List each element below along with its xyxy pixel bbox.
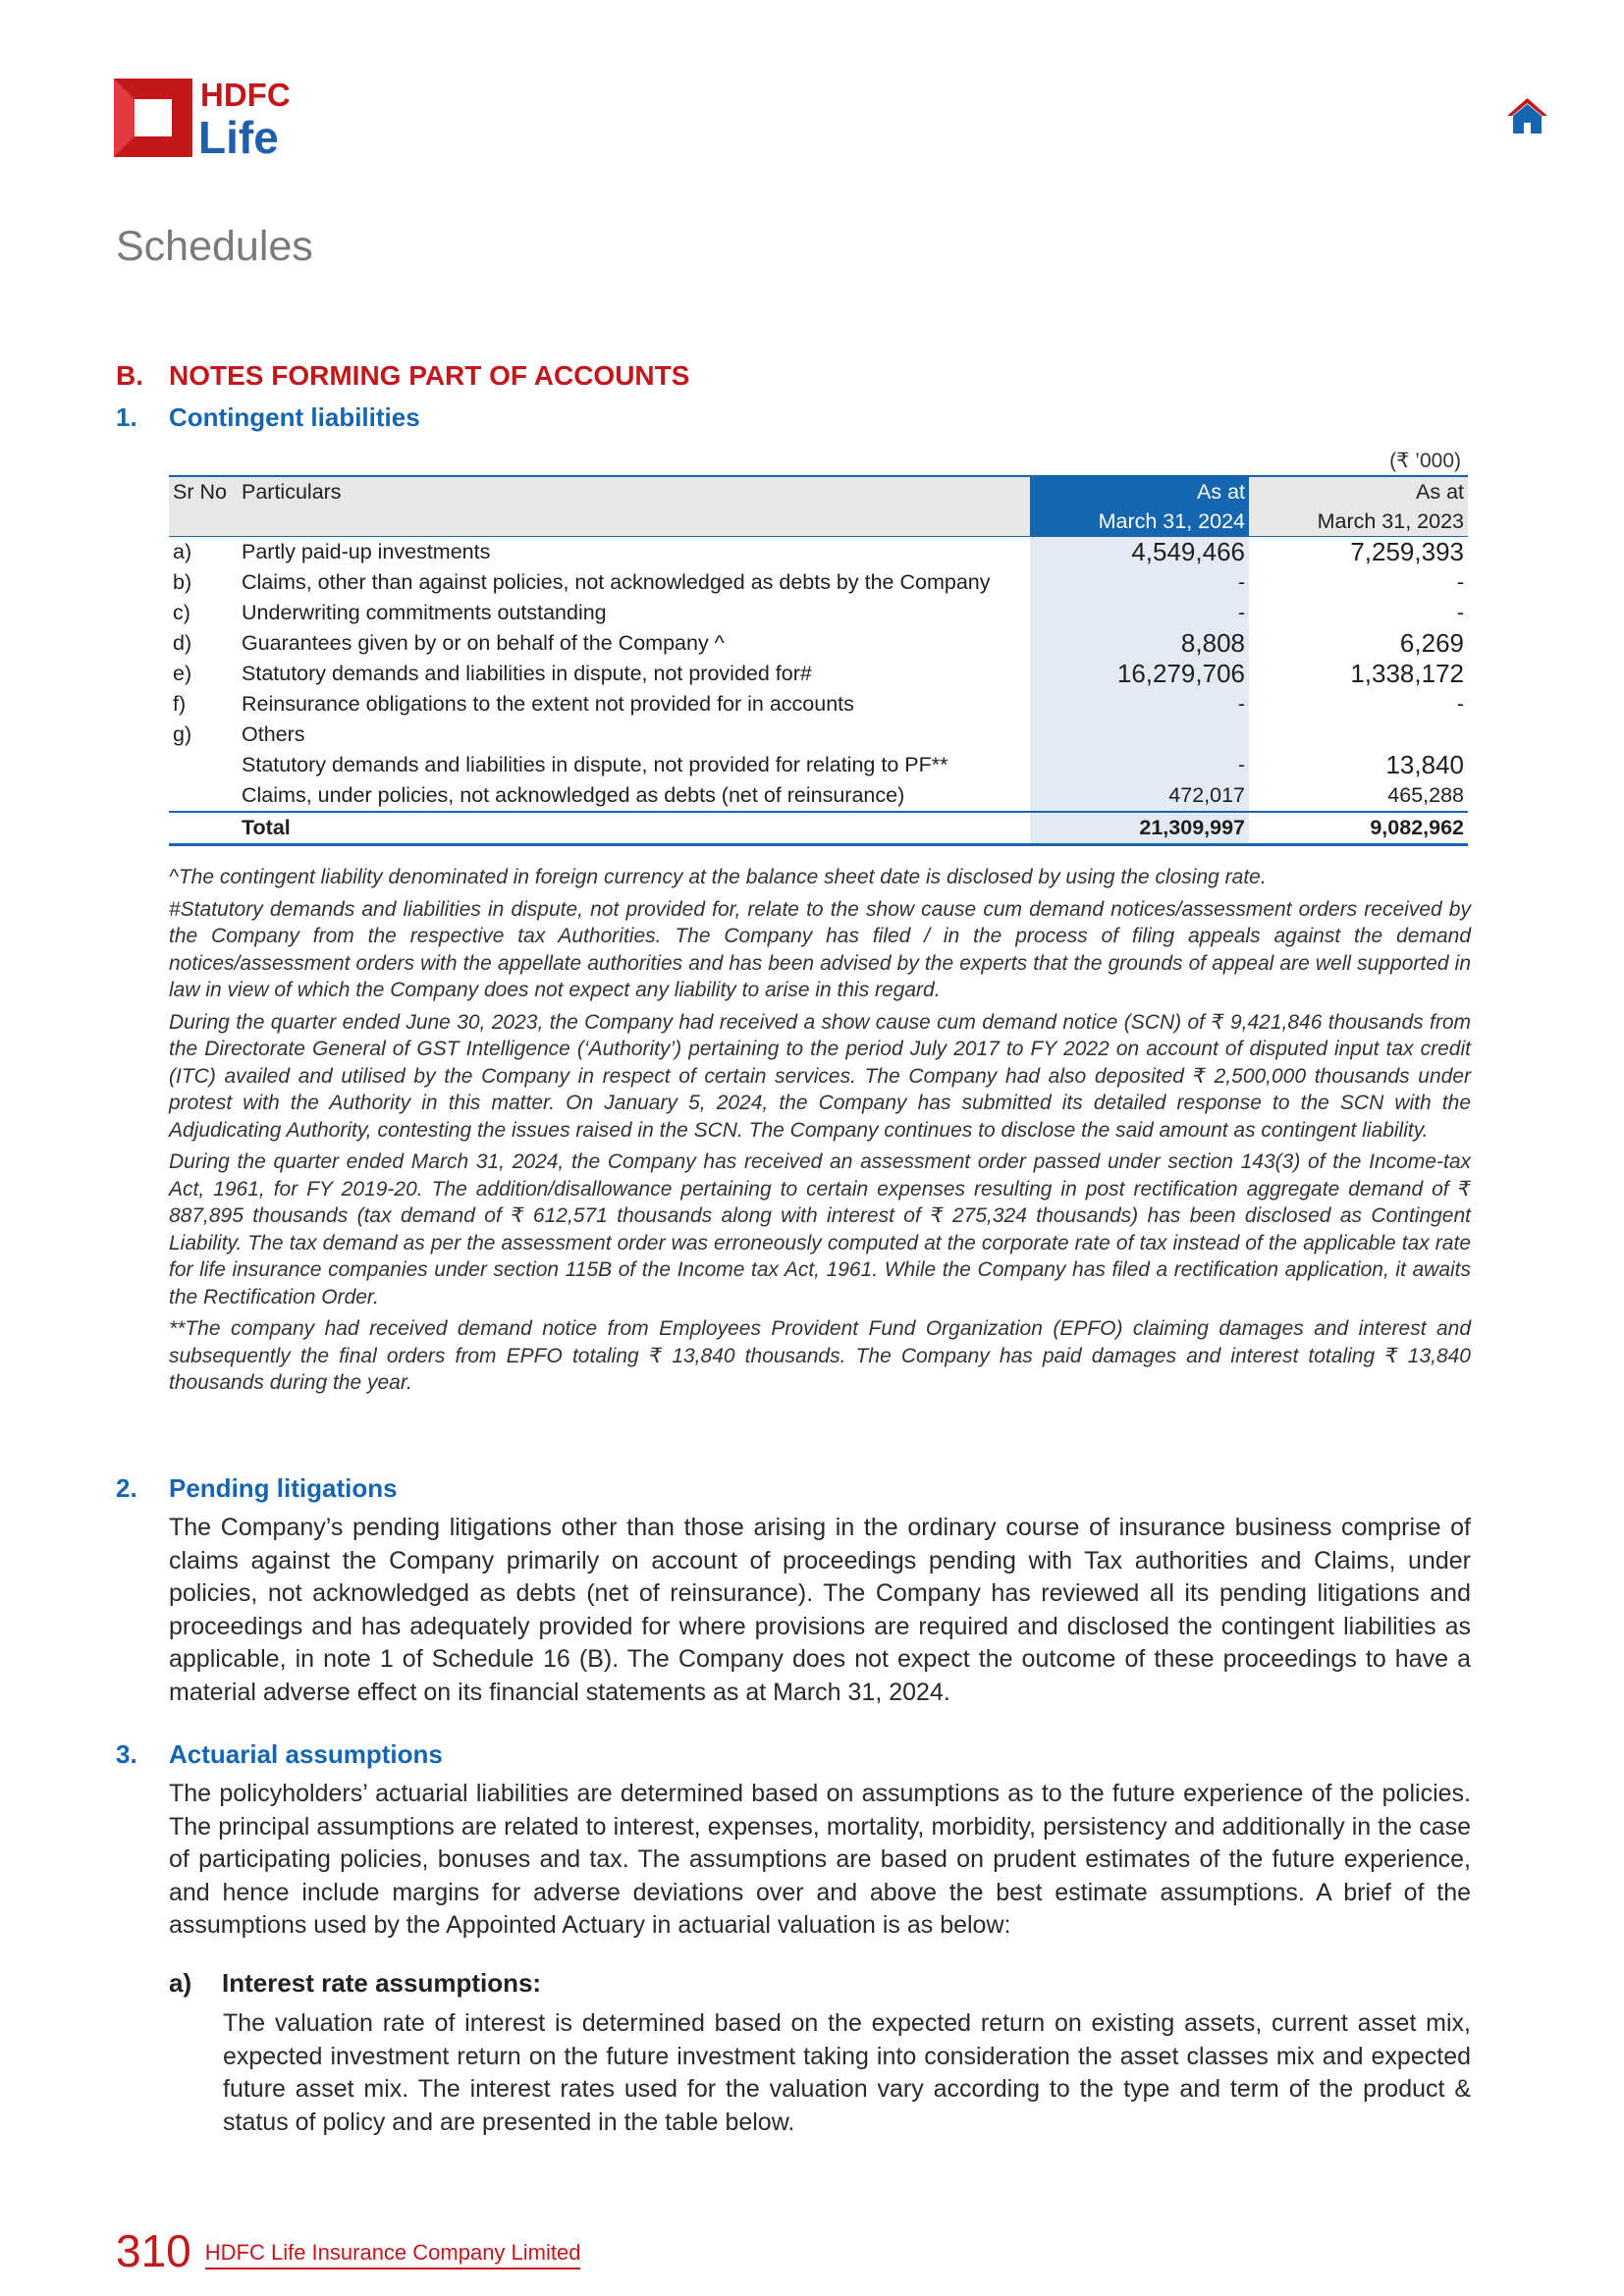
page-title: Schedules <box>116 223 313 270</box>
total-value-2023: 9,082,962 <box>1249 812 1468 845</box>
svg-text:Life: Life <box>198 112 279 159</box>
footnote-epfo: **The company had received demand notice from Employees Provident Fund Organization (EPFO) claiming damages and interest and subsequently the final orders from EPFO totaling ₹ 13,840 thousands. The Company has paid damages and interest totaling ₹ 13,840 thousands during the year. <box>169 1317 1471 1394</box>
header-particulars: Particulars <box>238 476 1030 537</box>
table-row <box>169 750 1468 780</box>
table-row <box>169 628 1468 659</box>
row-particular: Claims, under policies, not acknowledged as debts (net of reinsurance) <box>242 783 905 807</box>
table-header-row <box>169 476 1468 537</box>
header-2024-line1: As at <box>1197 480 1245 504</box>
row-sr: c) <box>173 601 190 624</box>
sub-title: Interest rate assumptions: <box>222 1968 542 1998</box>
hdfc-life-logo <box>114 77 306 159</box>
row-sr: e) <box>173 662 192 685</box>
note-number: 3. <box>116 1739 137 1769</box>
row-particular: Guarantees given by or on behalf of the Company ^ <box>242 631 725 655</box>
total-value-2024: 21,309,997 <box>1030 812 1249 845</box>
row-value-2024: - <box>1030 689 1249 720</box>
table-row <box>169 598 1468 628</box>
row-value-2024: - <box>1030 750 1249 780</box>
row-value-2023: 6,269 <box>1399 628 1464 658</box>
sub-number: a) <box>169 1968 192 1998</box>
header-2023-line2: March 31, 2023 <box>1317 509 1464 533</box>
table-footnotes <box>169 864 1471 1402</box>
footnote-statutory-demands: #Statutory demands and liabilities in dispute, not provided for, relate to the show cause cum demand notices/assessment orders received by the Company from the respective tax Authorities. The Company has filed / in the process of filing appeals against the demand notices/assessment orders with the appellate authorities and has been advised by the experts that the grounds of appeal are well supported in law in view of which the Company does not expect any liability to arise in this regard. <box>169 897 1471 1001</box>
note-title: Contingent liabilities <box>169 402 420 432</box>
header-sr-no: Sr No <box>169 476 238 537</box>
row-sr: a) <box>173 540 192 563</box>
row-sr <box>169 780 238 812</box>
row-particular: Claims, other than against policies, not acknowledged as debts by the Company <box>242 570 991 594</box>
footer-company-name: HDFC Life Insurance Company Limited <box>205 2240 581 2269</box>
row-value-2023: - <box>1456 692 1464 716</box>
home-icon[interactable] <box>1505 96 1549 135</box>
row-value-2023: - <box>1456 570 1464 594</box>
row-particular: Statutory demands and liabilities in dispute, not provided for# <box>242 662 812 685</box>
sub-heading-interest-rate <box>169 1968 541 1999</box>
currency-unit: (₹ ’000) <box>1389 450 1461 472</box>
note-2-heading <box>116 1473 398 1504</box>
row-value-2023 <box>1249 720 1468 750</box>
page-number: 310 <box>116 2225 191 2276</box>
table-row <box>169 689 1468 720</box>
note-3-body: The policyholders’ actuarial liabilities are determined based on assumptions as to the future experience of the policies. The principal assumptions are related to interest, expenses, mortality, morbidity, persistency and additionally in the case of participating policies, bonuses and tax. The assumptions are based on prudent estimates of the future experience, and hence include margins for adverse deviations over and above the best estimate assumptions. A brief of the assumptions used by the Appointed Actuary in actuarial valuation is as below: <box>169 1780 1471 1939</box>
footnote-income-tax: During the quarter ended March 31, 2024, the Company has received an assessment order passed under section 143(3) of the Income-tax Act, 1961, for FY 2019-20. The addition/disallowance pertaining to certain expenses resulting in post rectification aggregate demand of ₹ 887,895 thousands (tax demand of ₹ 612,571 thousands along with interest of ₹ 275,324 thousands) has been disclosed as Contingent Liability. The tax demand as per the assessment order was erroneously computed at the corporate rate of tax instead of the applicable tax rate for life insurance companies under section 115B of the Income tax Act, 1961. While the Company has filed a rectification application, it awaits the Rectification Order. <box>169 1150 1471 1308</box>
row-value-2024: - <box>1030 567 1249 598</box>
contingent-liabilities-table <box>169 475 1468 846</box>
table-row <box>169 659 1468 689</box>
total-label: Total <box>238 812 1030 845</box>
row-value-2024: 16,279,706 <box>1030 659 1249 689</box>
row-particular: Others <box>242 722 305 746</box>
row-value-2024: 8,808 <box>1030 628 1249 659</box>
row-sr <box>169 750 238 780</box>
row-value-2023: 465,288 <box>1387 783 1464 807</box>
interest-rate-body: The valuation rate of interest is determined based on the expected return on existing assets, current asset mix, expected investment return on the future investment taking into consideration the asset classes mix and expected future asset mix. The interest rates used for the valuation vary according to the type and term of the product & status of policy and are presented in the table below. <box>223 2009 1471 2136</box>
note-number: 2. <box>116 1473 137 1503</box>
row-sr: b) <box>173 570 192 594</box>
section-number: B. <box>116 360 143 391</box>
note-3-heading <box>116 1739 443 1770</box>
row-value-2023: - <box>1456 601 1464 624</box>
note-1-heading <box>116 402 420 433</box>
row-particular: Underwriting commitments outstanding <box>242 601 607 624</box>
page-footer <box>116 2225 581 2276</box>
section-heading <box>116 360 689 392</box>
row-particular: Reinsurance obligations to the extent not provided for in accounts <box>242 692 854 716</box>
note-title: Pending litigations <box>169 1473 398 1503</box>
row-sr: d) <box>173 631 192 655</box>
row-value-2024: - <box>1030 598 1249 628</box>
table-row <box>169 537 1468 568</box>
row-sr: f) <box>173 692 187 716</box>
svg-text:HDFC: HDFC <box>200 77 291 113</box>
row-particular: Statutory demands and liabilities in dispute, not provided for relating to PF** <box>242 753 948 776</box>
header-2024-line2: March 31, 2024 <box>1098 509 1245 533</box>
header-2023-line1: As at <box>1416 480 1464 504</box>
table-row <box>169 567 1468 598</box>
row-particular: Partly paid-up investments <box>242 540 491 563</box>
section-title: NOTES FORMING PART OF ACCOUNTS <box>169 360 690 391</box>
row-value-2023: 13,840 <box>1385 750 1464 779</box>
header-2023 <box>1249 476 1468 537</box>
footnote-gst-scn: During the quarter ended June 30, 2023, the Company had received a show cause cum demand notice (SCN) of ₹ 9,421,846 thousands from the Directorate General of GST Intelligence (‘Authority’) pertaining to the period July 2017 to FY 2022 on account of disputed input tax credit (ITC) availed and utilised by the Company in respect of certain services. The Company had also deposited ₹ 2,500,000 thousands under protest with the Authority in this matter. On January 5, 2024, the Company has submitted its detailed response to the SCN with the Adjudicating Authority, contesting the issues raised in the SCN. The Company continues to disclose the said amount as contingent liability. <box>169 1010 1471 1142</box>
note-number: 1. <box>116 402 137 432</box>
note-title: Actuarial assumptions <box>169 1739 443 1769</box>
row-value-2024: 472,017 <box>1030 780 1249 812</box>
footnote-foreign-currency: ^The contingent liability denominated in foreign currency at the balance sheet date is disclosed by using the closing rate. <box>169 866 1267 888</box>
row-value-2024 <box>1030 720 1249 750</box>
table-total-row <box>169 812 1468 845</box>
header-2024 <box>1030 476 1249 537</box>
row-value-2023: 1,338,172 <box>1350 659 1464 688</box>
row-sr: g) <box>173 722 192 746</box>
note-2-body: The Company’s pending litigations other than those arising in the ordinary course of insurance business comprise of claims against the Company primarily on account of proceedings pending with Tax authorities and Claims, under policies, not acknowledged as debts (net of reinsurance). The Company has reviewed all its pending litigations and proceedings and has adequately provided for where provisions are required and disclosed the contingent liabilities as applicable, in note 1 of Schedule 16 (B). The Company does not expect the outcome of these proceedings to have a material adverse effect on its financial statements as at March 31, 2024. <box>169 1514 1471 1706</box>
row-value-2024: 4,549,466 <box>1030 537 1249 568</box>
row-value-2023: 7,259,393 <box>1350 537 1464 566</box>
table-row <box>169 780 1468 812</box>
table-row <box>169 720 1468 750</box>
total-sr <box>169 812 238 845</box>
